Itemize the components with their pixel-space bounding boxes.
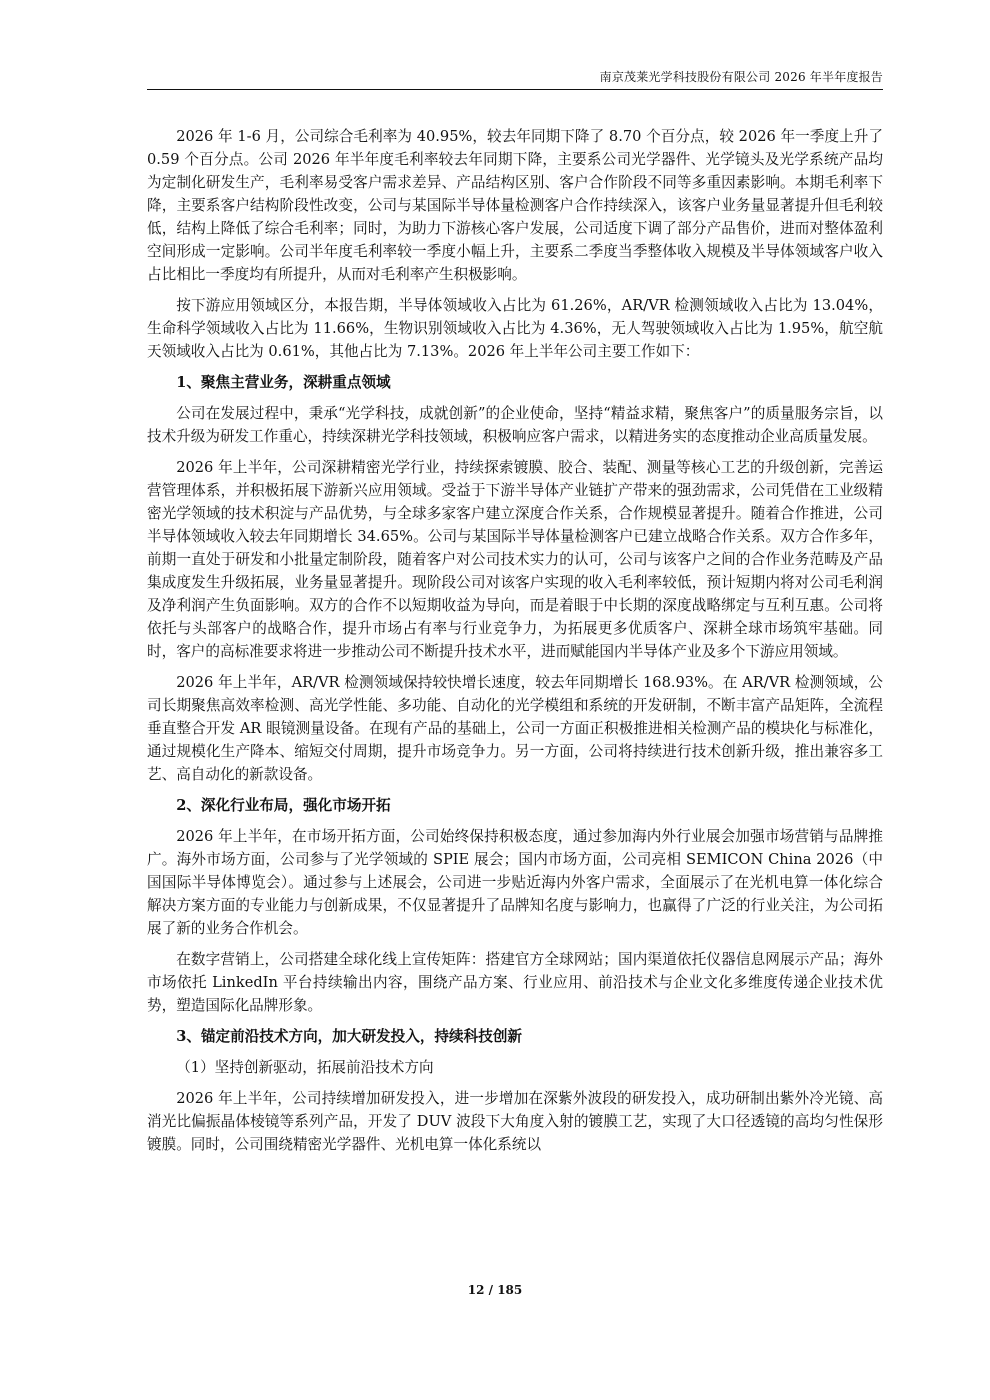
section-heading-1: 1、聚焦主营业务，深耕重点领域 (176, 374, 391, 391)
paragraph-revenue-share: 按下游应用领域区分，本报告期，半导体领域收入占比为 61.26%，AR/VR 检测领域收入占比为 13.04%，生命科学领域收入占比为 11.66%，生物识别领域收入占比为 4.36%，无人驾驶领域收入占比为 1.95%，航空航天领域收入占比为 0.61%，其他占比为 7.13%。2026 年上半年公司主要工作如下： (147, 297, 883, 360)
report-body (147, 125, 883, 1164)
section-heading-2: 2、深化行业布局，强化市场开拓 (176, 797, 391, 814)
paragraph-semiconductor: 2026 年上半年，公司深耕精密光学行业，持续探索镀膜、胶合、装配、测量等核心工艺的升级创新，完善运营管理体系，并积极拓展下游新兴应用领域。受益于下游半导体产业链扩产带来的强劲需求，公司凭借在工业级精密光学领域的技术积淀与产品优势，与全球多家客户建立深度合作关系，合作规模显著提升。随着合作推进，公司半导体领域收入较去年同期增长 34.65%。公司与某国际半导体量检测客户已建立战略合作关系。双方合作多年，前期一直处于研发和小批量定制阶段，随着客户对公司技术实力的认可，公司与该客户之间的合作业务范畴及产品集成度发生升级拓展，业务量显著提升。现阶段公司对该客户实现的收入毛利率较低，预计短期内将对公司毛利润及净利润产生负面影响。双方的合作不以短期收益为导向，而是着眼于中长期的深度战略绑定与互利互惠。公司将依托与头部客户的战略合作，提升市场占有率与行业竞争力，为拓展更多优质客户、深耕全球市场筑牢基础。同时，客户的高标准要求将进一步推动公司不断提升技术水平，进而赋能国内半导体产业及多个下游应用领域。 (147, 459, 883, 660)
page-number: 12 / 185 (467, 1283, 523, 1297)
paragraph-digital-marketing: 在数字营销上，公司搭建全球化线上宣传矩阵：搭建官方全球网站；国内渠道依托仪器信息网展示产品；海外市场依托 LinkedIn 平台持续输出内容，围绕产品方案、行业应用、前沿技术与企业文化多维度传递企业技术优势，塑造国际化品牌形象。 (147, 951, 883, 1014)
page-header: 南京茂莱光学科技股份有限公司 2026 年半年度报告 (599, 70, 883, 84)
header-divider (147, 89, 883, 90)
subsection-heading-3-1: （1）坚持创新驱动，拓展前沿技术方向 (176, 1059, 434, 1076)
paragraph-mission: 公司在发展过程中，秉承“光学科技，成就创新”的企业使命，坚持“精益求精，聚焦客户”的质量服务宗旨，以技术升级为研发工作重心，持续深耕光学科技领域，积极响应客户需求，以精进务实的态度推动企业高质量发展。 (147, 405, 883, 445)
section-heading-3: 3、锚定前沿技术方向，加大研发投入，持续科技创新 (176, 1028, 523, 1045)
paragraph-rnd: 2026 年上半年，公司持续增加研发投入，进一步增加在深紫外波段的研发投入，成功研制出紫外冷光镜、高消光比偏振晶体棱镜等系列产品，开发了 DUV 波段下大角度入射的镀膜工艺，实现了大口径透镜的高均匀性保形镀膜。同时，公司围绕精密光学器件、光机电算一体化系统以 (147, 1090, 883, 1153)
paragraph-ar-vr: 2026 年上半年，AR/VR 检测领域保持较快增长速度，较去年同期增长 168.93%。在 AR/VR 检测领域，公司长期聚焦高效率检测、高光学性能、多功能、自动化的光学模组和系统的开发研制，不断丰富产品矩阵，全流程垂直整合开发 AR 眼镜测量设备。在现有产品的基础上，公司一方面正积极推进相关检测产品的模块化与标准化，通过规模化生产降本、缩短交付周期，提升市场竞争力。另一方面，公司将持续进行技术创新升级，推出兼容多工艺、高自动化的新款设备。 (147, 674, 883, 783)
paragraph-gross-margin: 2026 年 1-6 月，公司综合毛利率为 40.95%，较去年同期下降了 8.70 个百分点，较 2026 年一季度上升了 0.59 个百分点。公司 2026 年半年度毛利率较去年同期下降，主要系公司光学器件、光学镜头及光学系统产品均为定制化研发生产，毛利率易受客户需求差异、产品结构区别、客户合作阶段不同等多重因素影响。本期毛利率下降，主要系客户结构阶段性改变，公司与某国际半导体量检测客户合作持续深入，该客户业务量显著提升但毛利较低，结构上降低了综合毛利率；同时，为助力下游核心客户发展，公司适度下调了部分产品售价，进而对整体盈利空间形成一定影响。公司半年度毛利率较一季度小幅上升，主要系二季度当季整体收入规模及半导体领域客户收入占比相比一季度均有所提升，从而对毛利率产生积极影响。 (147, 128, 883, 283)
paragraph-exhibitions: 2026 年上半年，在市场开拓方面，公司始终保持积极态度，通过参加海内外行业展会加强市场营销与品牌推广。海外市场方面，公司参与了光学领域的 SPIE 展会；国内市场方面，公司亮相 SEMICON China 2026（中国国际半导体博览会）。通过参与上述展会，公司进一步贴近海内外客户需求，全面展示了在光机电算一体化综合解决方案方面的专业能力与创新成果，不仅显著提升了品牌知名度与影响力，也赢得了广泛的行业关注，为公司拓展了新的业务合作机会。 (147, 828, 883, 937)
